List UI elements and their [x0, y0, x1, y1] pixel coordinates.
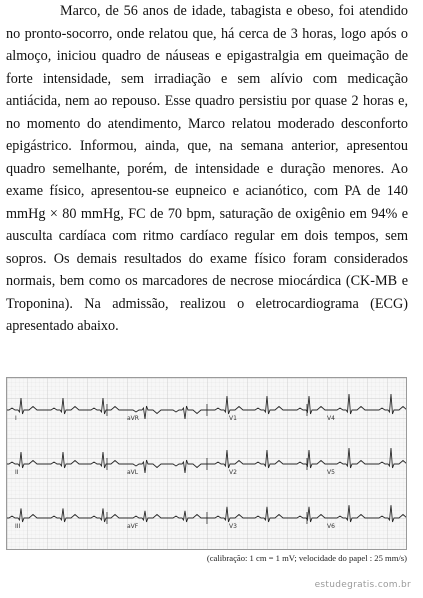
lead-label: V1: [229, 415, 237, 422]
lead-label: aVR: [127, 415, 139, 422]
lead-label: V5: [327, 469, 335, 476]
case-text: [6, 0, 408, 338]
ecg-image: [6, 377, 407, 550]
ecg-caption: (calibração: 1 cm = 1 mV; velocidade do papel : 25 mm/s): [206, 553, 407, 563]
lead-label: V4: [327, 415, 335, 422]
ecg-tracing: [7, 378, 406, 549]
lead-label: V3: [229, 523, 237, 530]
case-paragraph: Marco, de 56 anos de idade, tabagista e obeso, foi atendido no pronto-socorro, onde relatou que, há cerca de 3 horas, logo após o almoço, iniciou quadro de náuseas e epigastralgia em queimação de forte intensidade, sem irradiação e sem alívio com medicação antiácida, nem ao repouso. Esse quadro persistiu por quase 2 horas e, no momento do atendimento, Marco relatou moderado desconforto epigástrico. Informou, ainda, que, na semana anterior, apresentou quadro semelhante, porém, de intensidade e duração menores. Ao exame físico, apresentou-se eupneico e acianótico, com PA de 140 mmHg × 80 mmHg, FC de 70 bpm, saturação de oxigênio em 94% e ausculta cardíaca com ritmo cardíaco regular em dois tempos, sem sopros. Os demais resultados do exame físico foram considerados normais, bem como os marcadores de necrose miocárdica (CK-MB e Troponina). Na admissão, realizou o eletrocardiograma (ECG) apresentado abaixo.: [6, 3, 408, 334]
lead-label: aVF: [127, 523, 139, 530]
lead-label: V2: [229, 469, 237, 476]
lead-label: II: [15, 469, 19, 476]
lead-label: III: [15, 523, 21, 530]
lead-label: V6: [327, 523, 335, 530]
lead-label: I: [15, 415, 17, 422]
ecg-grid: [7, 378, 406, 549]
lead-label: aVL: [127, 469, 139, 476]
site-watermark: estudegratis.com.br: [314, 580, 411, 590]
